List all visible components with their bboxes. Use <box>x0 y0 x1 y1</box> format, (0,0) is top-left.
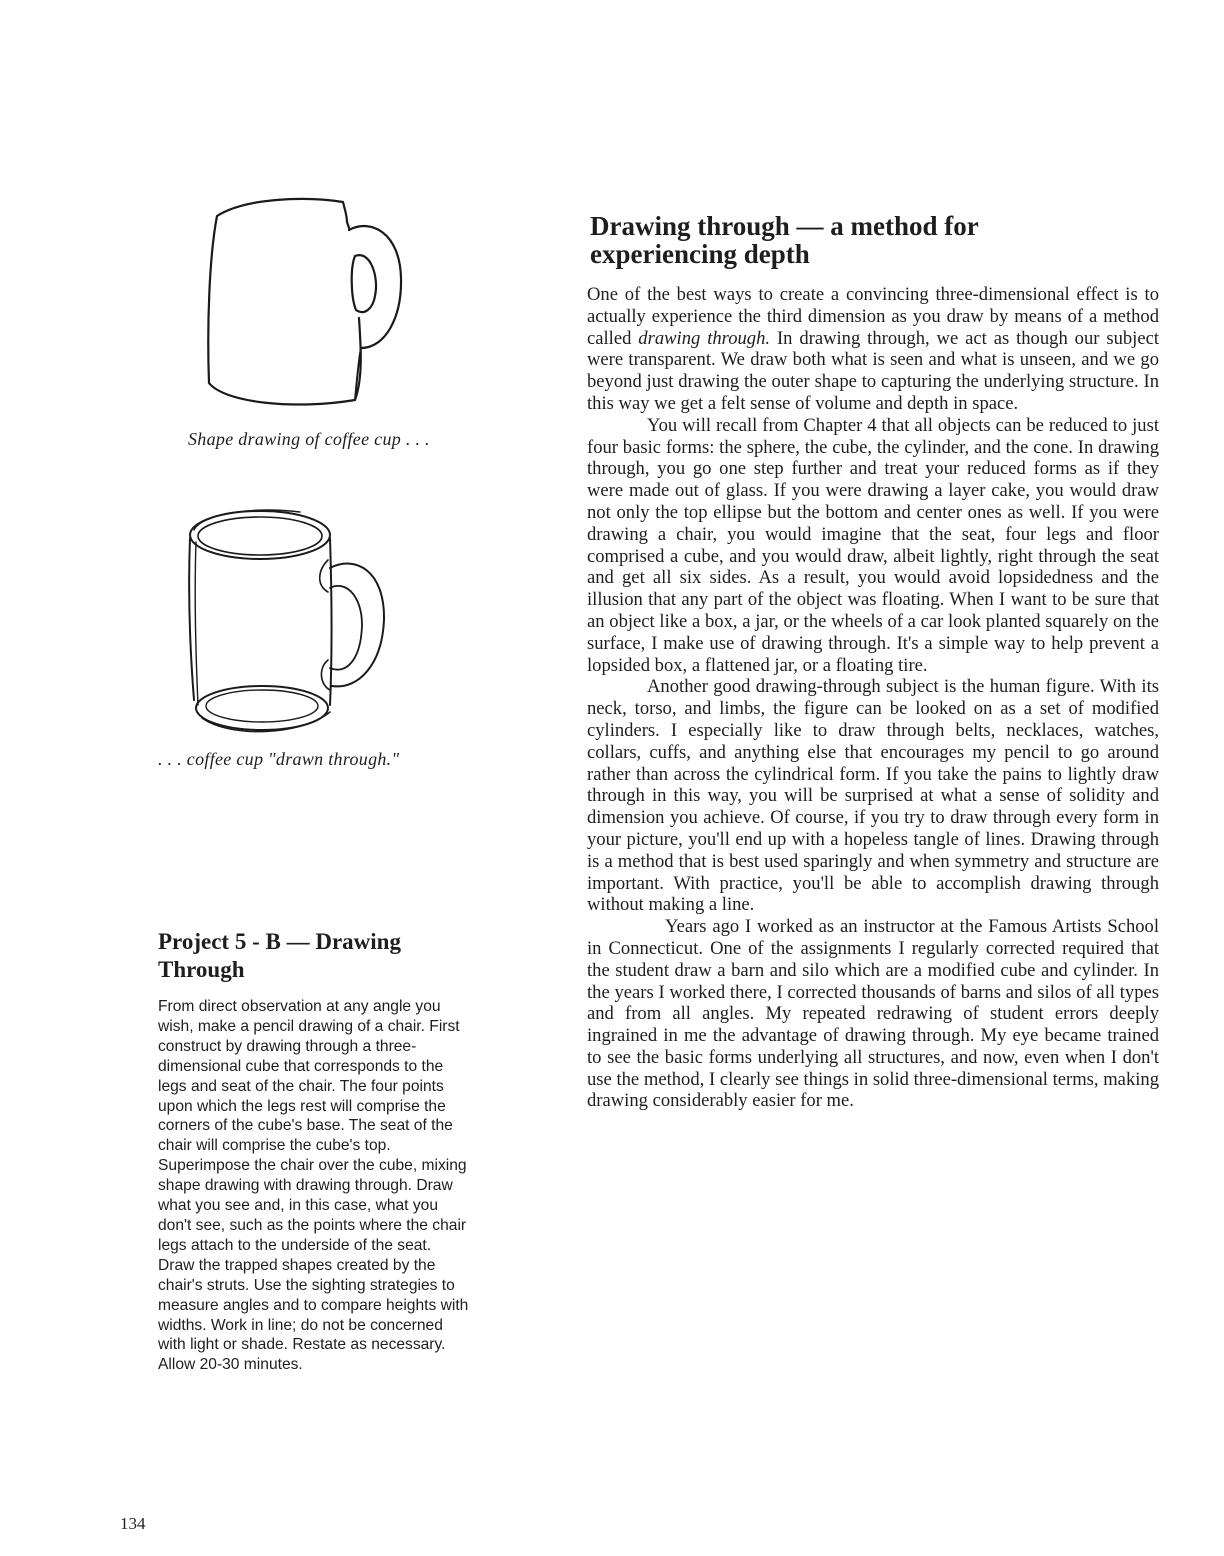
drawn-through-caption: . . . coffee cup "drawn through." <box>158 749 400 769</box>
article-heading <box>590 212 1190 268</box>
project-heading-line1: Project 5 - B — Drawing <box>158 929 401 954</box>
project-heading-line2: Through <box>158 957 245 982</box>
project-instructions: From direct observation at any angle you wish, make a pencil drawing of a chair. First construct by drawing through a three-dimensional cube that corresponds to the legs and seat of the chair. The four points upon which the legs rest will comprise the corners of the cube's base. The seat of the chair will comprise the cube's top. Superimpose the chair over the cube, mixing shape drawing with drawing through. Draw what you see and, in this case, what you don't see, such as the points where the chair legs attach to the underside of the seat. Draw the trapped shapes created by the chair's struts. Use the sighting strategies to measure angles and to compare heights with widths. Work in line; do not be concerned with light or shade. Restate as necessary. Allow 20-30 minutes. <box>158 998 469 1374</box>
paragraph-1-italic-term: drawing through. <box>638 327 771 349</box>
drawn-through-coffee-cup-figure <box>180 500 395 745</box>
article-paragraph-3: Another good drawing-through subject is the human figure. With its neck, torso, and limbs, the figure can be looked on as a set of modified cylinders. I especially like to draw through belts, necklaces, watches, collars, cuffs, and anything else that encourages my pencil to go around rather than across the cylindrical form. If you take the pains to lightly draw through in this way, you will be surprised at what a sense of solidity and dimension you achieve. Of course, if you try to draw through every form in your picture, you'll end up with a hopeless tangle of lines. Drawing through is a method that is best used sparingly and when symmetry and structure are important. With practice, you'll be able to accomplish drawing through without making a line. <box>587 676 1159 916</box>
article-heading-line1: Drawing through — a method for <box>590 211 979 241</box>
article-paragraph-4: Years ago I worked as an instructor at the Famous Artists School in Connecticut. One of the assignments I regularly corrected required that the student draw a barn and silo which are a modified cube and cylinder. In the years I worked there, I corrected thousands of barns and silos of all types and from all angles. My repeated redrawing of student errors deeply ingrained in me the advantage of drawing through. My eye became trained to see the basic forms underlying all structures, and now, even when I don't use the method, I clearly see things in solid three-dimensional terms, making drawing considerably easier for me. <box>587 916 1159 1112</box>
article-body <box>587 284 1159 1112</box>
page-number: 134 <box>120 1514 146 1533</box>
article-paragraph-1 <box>587 284 1159 415</box>
paragraph-1-text-a: One of the best ways to create a convincing three-dimensional effect is to actually experience the third dimension as you draw by means of a method called <box>587 284 1159 349</box>
article-paragraph-2: You will recall from Chapter 4 that all objects can be reduced to just four basic forms: the sphere, the cube, the cylinder, and the cone. In drawing through, you go one step further and treat your reduced forms as if they were made out of glass. If you were drawing a layer cake, you would draw not only the top ellipse but the bottom and center ones as well. If you were drawing a chair, you would imagine that the seat, four legs and floor comprised a cube, and you would draw, albeit lightly, right through the seat and get all six sides. As a result, you would avoid lopsidedness and the illusion that any part of the object was floating. When I want to be sure that an object like a box, a jar, or the wheels of a car look planted squarely on the surface, I make use of drawing through. It's a simple way to help prevent a lopsided box, a flattened jar, or a floating tire. <box>587 414 1159 676</box>
project-heading <box>158 928 478 984</box>
shape-drawing-coffee-cup-figure <box>195 188 415 413</box>
shape-drawing-caption: Shape drawing of coffee cup . . . <box>188 429 430 449</box>
paragraph-1-text-b: In drawing through, we act as though our subject were transparent. We draw both what is seen and what is unseen, and we go beyond just drawing the outer shape to capturing the underlying structure. In this way we get a felt sense of volume and depth in space. <box>587 327 1159 414</box>
article-heading-line2: experiencing depth <box>590 239 810 269</box>
